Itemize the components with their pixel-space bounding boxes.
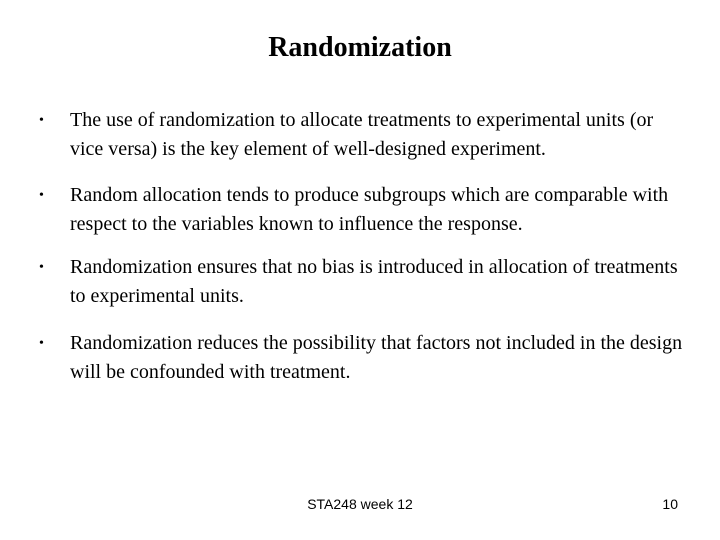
- bullet-dot-icon: •: [39, 113, 44, 128]
- bullet-item: [36, 253, 686, 311]
- bullet-text: Randomization reduces the possibility that factors not included in the design will be confounded with treatment.: [70, 332, 683, 383]
- bullet-list: [36, 106, 686, 404]
- bullet-item: [36, 181, 686, 239]
- bullet-item: [36, 106, 686, 164]
- bullet-item: [36, 329, 686, 387]
- bullet-text: The use of randomization to allocate treatments to experimental units (or vice versa) is the key element of well-designed experiment.: [70, 109, 654, 160]
- slide-title: Randomization: [268, 32, 452, 63]
- page-number: 10: [662, 496, 678, 512]
- bullet-dot-icon: •: [39, 336, 44, 351]
- bullet-text: Randomization ensures that no bias is introduced in allocation of treatments to experimental units.: [70, 256, 678, 307]
- bullet-text: Random allocation tends to produce subgroups which are comparable with respect to the variables known to influence the response.: [70, 184, 669, 235]
- bullet-dot-icon: •: [39, 188, 44, 203]
- footer-course-label: STA248 week 12: [307, 496, 413, 512]
- bullet-dot-icon: •: [39, 260, 44, 275]
